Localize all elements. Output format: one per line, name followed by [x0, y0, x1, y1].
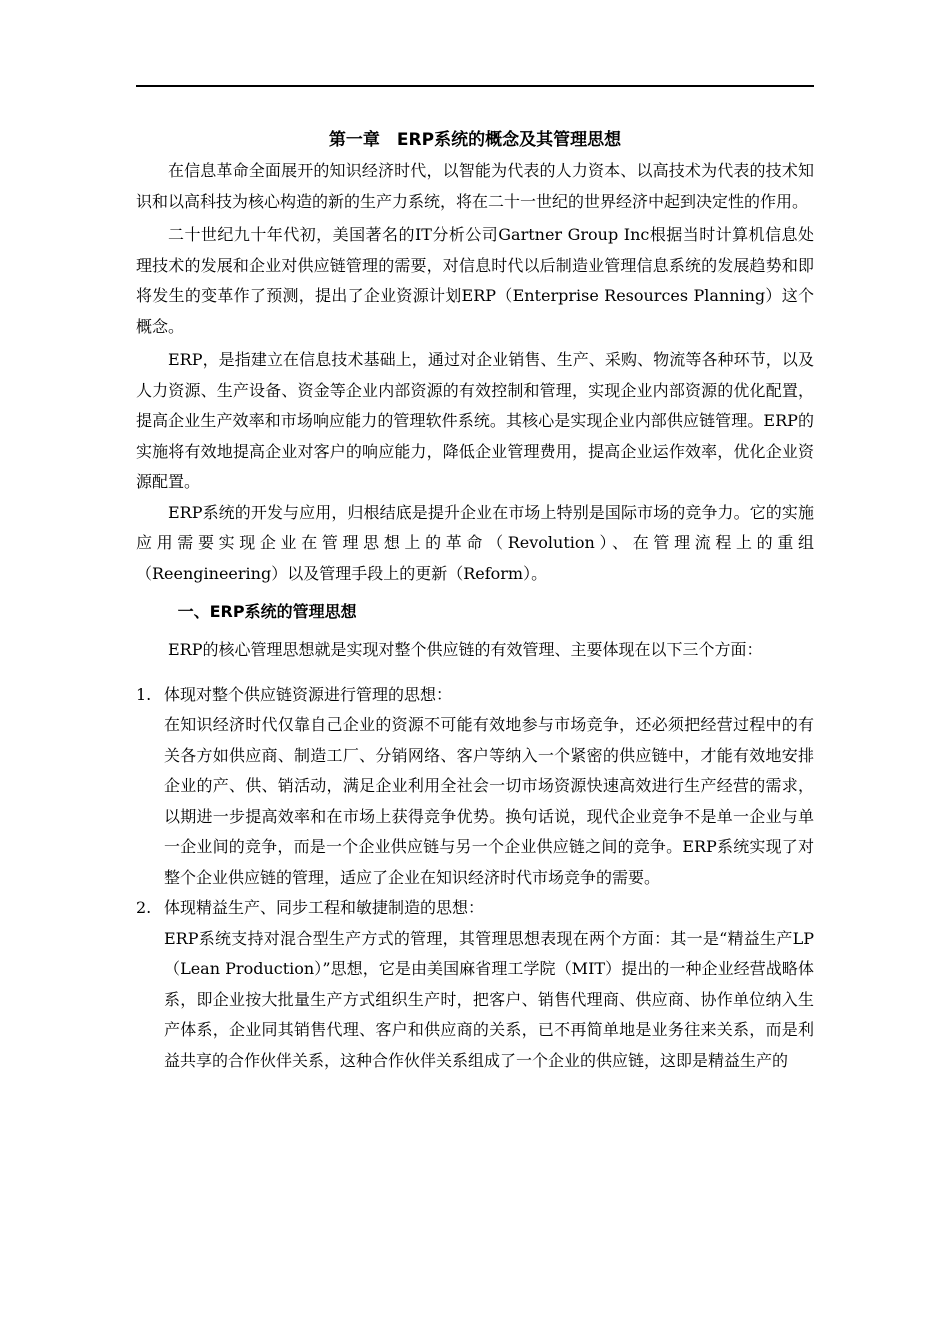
intro-paragraph-4: ERP系统的开发与应用，归根结底是提升企业在市场上特别是国际市场的竞争力。它的实施应用需要实现企业在管理思想上的革命（Revolution）、在管理流程上的重组（Reengineering）以及管理手段上的更新（Reform）。: [136, 502, 814, 583]
list-item-body: 在知识经济时代仅靠自己企业的资源不可能有效地参与市场竞争，还必须把经营过程中的有关各方如供应商、制造工厂、分销网络、客户等纳入一个紧密的供应链中，才能有效地安排企业的产、供、销活动，满足企业利用全社会一切市场资源快速高效进行生产经营的需求，以期进一步提高效率和在市场上获得竞争优势。换句话说，现代企业竞争不是单一企业与单一企业间的竞争，而是一个企业供应链与另一个企业供应链之间的竞争。ERP系统实现了对整个企业供应链的管理，适应了企业在知识经济时代市场竞争的需要。: [164, 715, 814, 887]
management-ideas-list: [136, 680, 814, 1077]
intro-paragraph-2: 二十世纪九十年代初，美国著名的IT分析公司Gartner Group Inc根据当时计算机信息处理技术的发展和企业对供应链管理的需要，对信息时代以后制造业管理信息系统的发展趋势和即将发生的变革作了预测，提出了企业资源计划ERP（Enterprise Resources Planning）这个概念。: [136, 225, 814, 336]
list-item-number: 2.: [136, 898, 152, 917]
section-intro-paragraph: ERP的核心管理思想就是实现对整个供应链的有效管理、主要体现在以下三个方面：: [168, 640, 763, 659]
document-body: [136, 124, 814, 1076]
list-item: [136, 893, 814, 1076]
list-item: [136, 680, 814, 894]
list-item-heading: 体现精益生产、同步工程和敏捷制造的思想：: [164, 898, 485, 917]
list-item-number: 1.: [136, 684, 152, 704]
header-rule: [136, 85, 814, 87]
list-item-heading: 体现对整个供应链资源进行管理的思想：: [164, 684, 453, 704]
section-heading: 一、ERP系统的管理思想: [177, 602, 357, 621]
intro-paragraph-3: ERP，是指建立在信息技术基础上，通过对企业销售、生产、采购、物流等各种环节，以及人力资源、生产设备、资金等企业内部资源的有效控制和管理，实现企业内部资源的优化配置，提高企业生产效率和市场响应能力的管理软件系统。其核心是实现企业内部供应链管理。ERP的实施将有效地提高企业对客户的响应能力，降低企业管理费用，提高企业运作效率，优化企业资源配置。: [136, 350, 814, 491]
intro-paragraph-1: 在信息革命全面展开的知识经济时代，以智能为代表的人力资本、以高技术为代表的技术知识和以高科技为核心构造的新的生产力系统，将在二十一世纪的世界经济中起到决定性的作用。: [136, 161, 814, 211]
list-item-body: ERP系统支持对混合型生产方式的管理，其管理思想表现在两个方面：其一是“精益生产LP（Lean Production）”思想，它是由美国麻省理工学院（MIT）提出的一种企业经营战略体系，即企业按大批量生产方式组织生产时，把客户、销售代理商、供应商、协作单位纳入生产体系，企业同其销售代理、客户和供应商的关系，已不再简单地是业务往来关系，而是利益共享的合作伙伴关系，这种合作伙伴关系组成了一个企业的供应链，这即是精益生产的: [164, 928, 814, 1070]
chapter-title: 第一章 ERP系统的概念及其管理思想: [328, 130, 622, 150]
